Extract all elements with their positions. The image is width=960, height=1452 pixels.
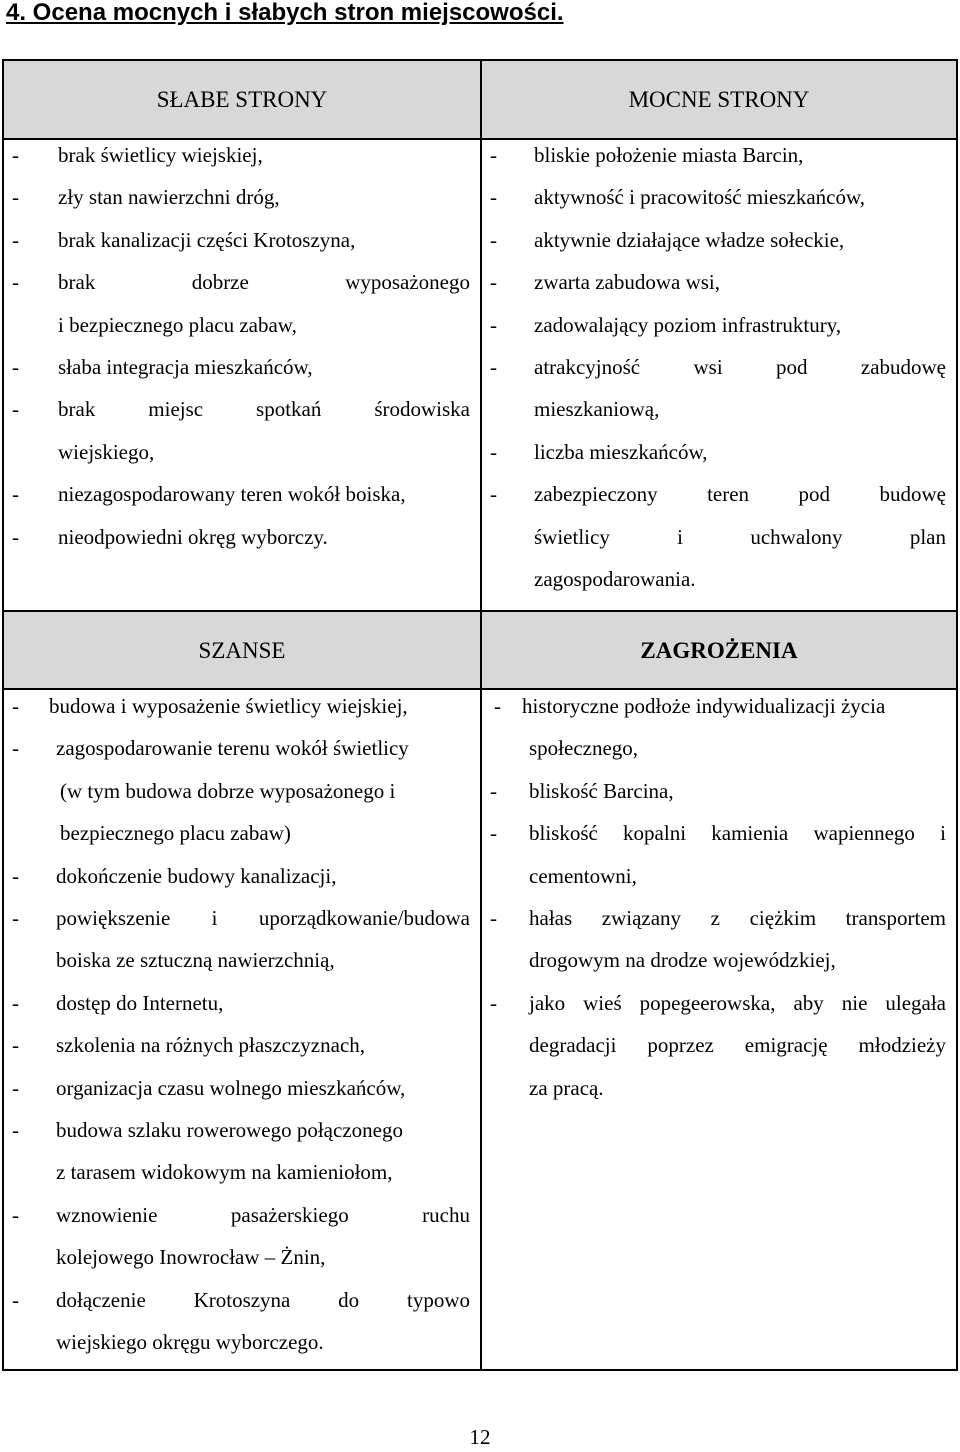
list-item: - niezagospodarowany teren wokół boiska, [12,482,406,507]
threats-title: ZAGROŻENIA [640,637,798,663]
weak-title: SŁABE STRONY [156,87,328,112]
strong-content [490,134,946,600]
list-item: - atrakcyjność wsi pod zabudowę mieszkaniową, [490,355,946,422]
weak-list [12,134,470,558]
list-item: - budowa i wyposażenie świetlicy wiejskiej, [12,694,408,718]
strong-list [490,134,946,600]
list-item: - brak miejsc spotkań środowiska wiejskiego, [12,397,470,464]
strong-title: MOCNE STRONY [628,87,810,112]
threats-content [490,685,946,1109]
list-item: - zadowalający poziom infrastruktury, [490,312,842,337]
list-item: - bliskie położenie miasta Barcin, [490,143,804,167]
list-item: - powiększenie i uporządkowanie/budowa boiska ze sztuczną nawierzchnią, [12,906,470,973]
list-item: - zły stan nawierzchni dróg, [12,185,280,210]
list-item: - brak świetlicy wiejskiej, [12,143,263,167]
opportunities-list [12,685,470,1364]
list-item: - brak kanalizacji części Krotoszyna, [12,227,356,252]
list-item: - budowa szlaku rowerowego połączonego z tarasem widokowym na kamieniołom, [12,1118,403,1185]
list-item: - dostęp do Internetu, [12,990,224,1015]
list-item: - wznowienie pasażerskiego ruchu kolejowego Inowrocław – Żnin, [12,1202,470,1270]
list-item: - aktywnie działające władze sołeckie, [490,227,845,252]
threats-header [482,612,956,688]
list-item: - bliskość kopalni kamienia wapiennego i cementowni, [490,821,946,888]
list-item: - bliskość Barcina, [490,778,674,803]
list-item: - hałas związany z ciężkim transportem drogowym na drodze wojewódzkiej, [490,906,946,973]
list-item: - jako wieś popegeerowska, aby nie ulegała degradacji poprzez emigrację młodzieży za pracą. [490,990,946,1100]
opportunities-header [4,612,480,688]
opportunities-title: SZANSE [198,637,286,663]
section-heading: 4. Ocena mocnych i słabych stron miejscowości. [6,0,564,26]
weak-header [4,61,480,138]
table-border-right [956,59,958,1371]
list-item: - słaba integracja mieszkańców, [12,355,313,380]
opportunities-content [12,685,470,1364]
list-item: - aktywność i pracowitość mieszkańców, [490,185,866,210]
list-item: - historyczne podłoże indywidualizacji życia społecznego, [494,694,886,761]
list-item: - liczba mieszkańców, [490,439,708,464]
list-item: - zabezpieczony teren pod budowę świetlicy i uchwalony plan zagospodarowania. [490,482,946,592]
list-item: - szkolenia na różnych płaszczyznach, [12,1033,366,1058]
weak-content [12,134,470,558]
table-divider-vertical [480,59,482,1371]
strong-header [482,61,956,138]
table-border-left [2,59,4,1371]
list-item: - dołączenie Krotoszyna do typowo wiejskiego okręgu wyborczego. [12,1287,470,1355]
page-number: 12 [469,1425,491,1449]
list-item: - dokończenie budowy kanalizacji, [12,863,337,888]
list-item: - zagospodarowanie terenu wokół świetlicy (w tym budowa dobrze wyposażonego i bezpiecznego placu zabaw) [12,736,409,846]
list-item: - organizacja czasu wolnego mieszkańców, [12,1075,406,1100]
list-item: - zwarta zabudowa wsi, [490,270,721,295]
list-item: - brak dobrze wyposażonego i bezpiecznego placu zabaw, [12,270,470,337]
threats-list [490,685,946,1109]
list-item: - nieodpowiedni okręg wyborczy. [12,524,328,549]
